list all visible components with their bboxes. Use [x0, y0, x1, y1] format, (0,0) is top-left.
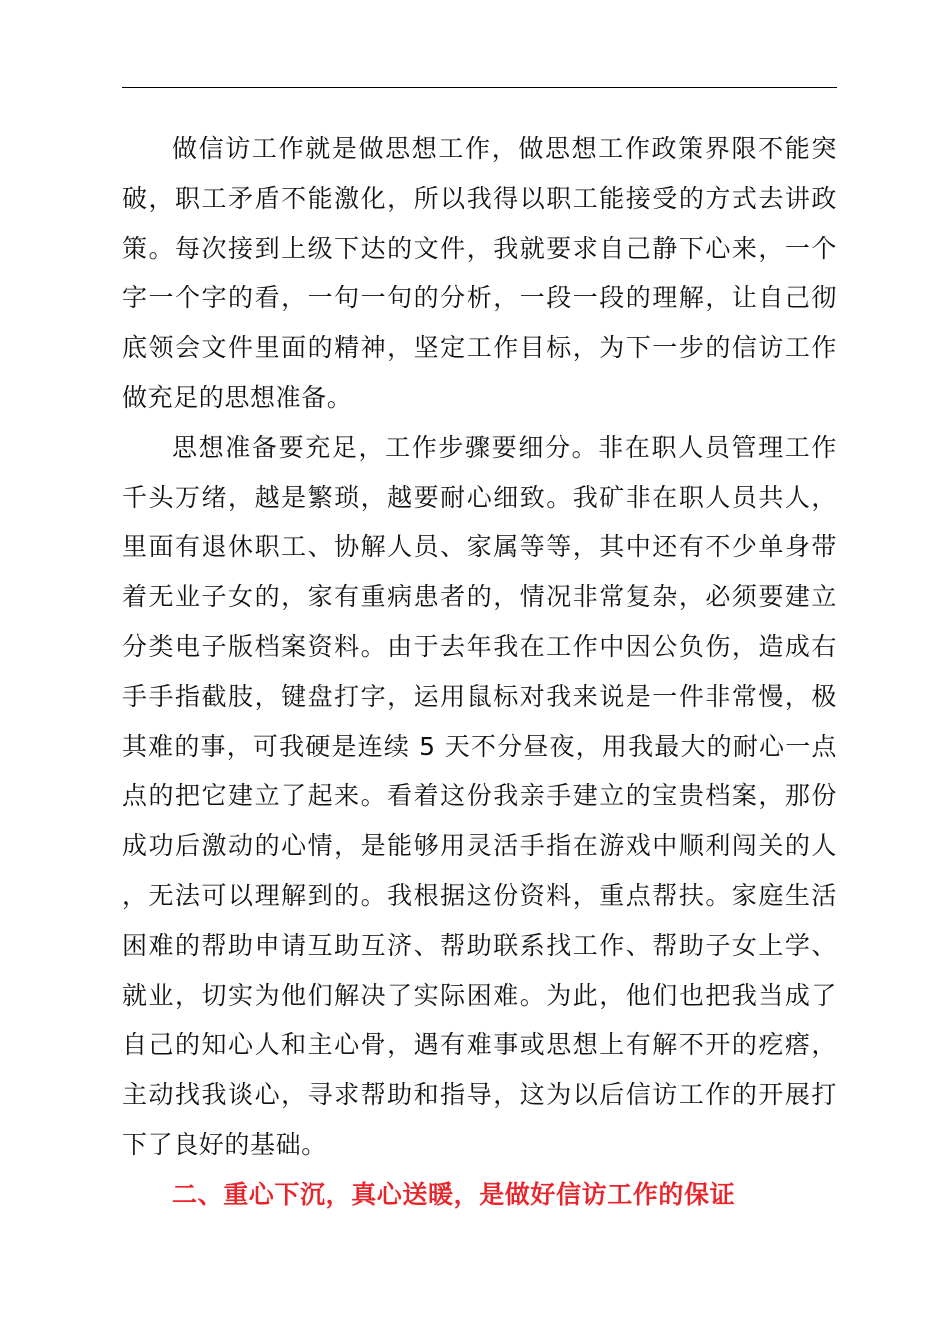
paragraph-1: 做信访工作就是做思想工作，做思想工作政策界限不能突破，职工矛盾不能激化，所以我得以职工能接受的方式去讲政策。每次接到上级下达的文件，我就要求自己静下心来，一个字一个字的看，一句一句的分析，一段一段的理解，让自己彻底领会文件里面的精神，坚定工作目标，为下一步的信访工作做充足的思想准备。: [122, 134, 837, 412]
document-body: [122, 124, 837, 1220]
section-heading: 二、重心下沉，真心送暖，是做好信访工作的保证: [172, 1179, 736, 1209]
header-rule: [122, 87, 837, 88]
paragraph-2: 思想准备要充足，工作步骤要细分。非在职人员管理工作千头万绪，越是繁琐，越要耐心细致。我矿非在职人员共人，里面有退休职工、协解人员、家属等等，其中还有不少单身带着无业子女的，家有重病患者的，情况非常复杂，必须要建立分类电子版档案资料。由于去年我在工作中因公负伤，造成右手手指截肢，键盘打字，运用鼠标对我来说是一件非常慢，极其难的事，可我硬是连续 5 天不分昼夜，用我最大的耐心一点点的把它建立了起来。看着这份我亲手建立的宝贵档案，那份成功后激动的心情，是能够用灵活手指在游戏中顺利闯关的人，无法可以理解到的。我根据这份资料，重点帮扶。家庭生活困难的帮助申请互助互济、帮助联系找工作、帮助子女上学、就业，切实为他们解决了实际困难。为此，他们也把我当成了自己的知心人和主心骨，遇有难事或思想上有解不开的疙瘩，主动找我谈心，寻求帮助和指导，这为以后信访工作的开展打下了良好的基础。: [122, 432, 837, 1159]
